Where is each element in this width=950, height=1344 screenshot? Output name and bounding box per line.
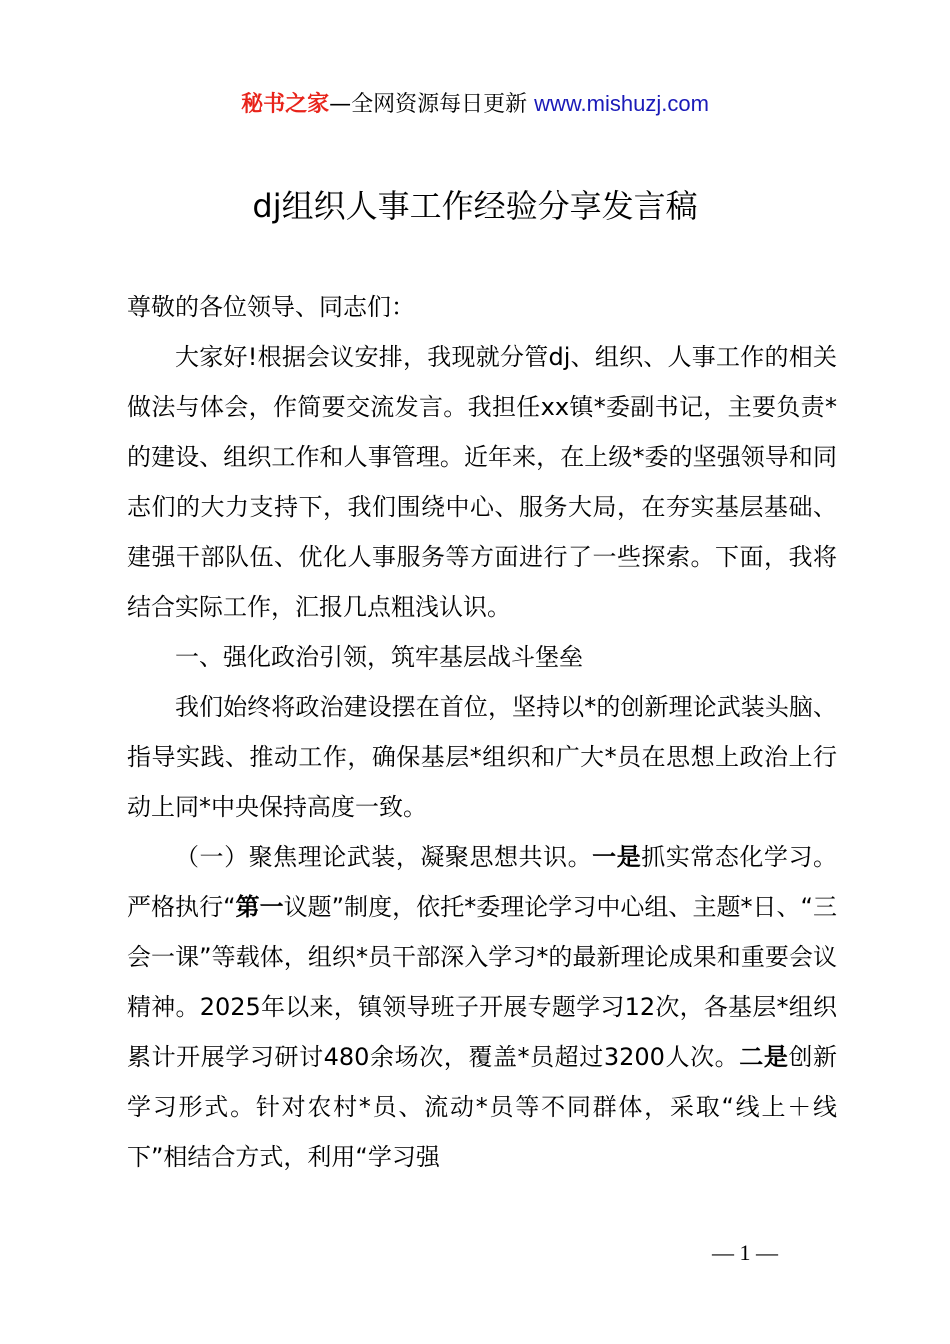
header-tagline: —全网资源每日更新 <box>329 92 528 117</box>
site-link[interactable]: www.mishuzj.com <box>534 91 709 116</box>
subsection-text: （一）聚焦理论武装，凝聚思想共识。 <box>175 843 593 871</box>
brand-name: 秘书之家 <box>241 92 330 117</box>
salutation: 尊敬的各位领导、同志们： <box>127 293 415 321</box>
intro-paragraph: 大家好!根据会议安排，我现就分管dj、组织、人事工作的相关做法与体会，作简要交流发言。我担任xx镇*委副书记，主要负责*的建设、组织工作和人事管理。近年来，在上级*委的坚强领导和同志们的大力支持下，我们围绕中心、服务大局，在夯实基层基础、建强干部队伍、优化人事服务等方面进行了一些探索。下面，我将结合实际工作，汇报几点粗浅认识。 <box>127 343 837 621</box>
document-title: dj组织人事工作经验分享发言稿 <box>252 187 698 225</box>
subsection-text: 抓实常态化学习。严格执行“ <box>127 843 838 921</box>
bold-lead: 二是 <box>739 1043 789 1071</box>
bold-lead: 一是 <box>592 843 642 871</box>
subsection-paragraph <box>127 832 837 1182</box>
page-number: — 1 — <box>712 1240 778 1265</box>
subsection-text: 创新学习形式。针对农村*员、流动*员等不同群体，采取“线上＋线下”相结合方式，利用“学习强 <box>127 1043 838 1171</box>
bold-term: 第一 <box>235 893 284 921</box>
site-header <box>0 88 950 121</box>
section-paragraph: 我们始终将政治建设摆在首位，坚持以*的创新理论武装头脑、指导实践、推动工作，确保基层*组织和广大*员在思想上政治上行动上同*中央保持高度一致。 <box>127 693 837 821</box>
subsection-text: 议题”制度，依托*委理论学习中心组、主题*日、“三会一课”等载体，组织*员干部深入学习*的最新理论成果和重要会议精神。2025年以来，镇领导班子开展专题学习12次，各基层*组织累计开展学习研讨480余场次，覆盖*员超过3200人次。 <box>127 893 838 1071</box>
document-body <box>127 282 837 1182</box>
section-heading: 一、强化政治引领，筑牢基层战斗堡垒 <box>175 643 583 671</box>
